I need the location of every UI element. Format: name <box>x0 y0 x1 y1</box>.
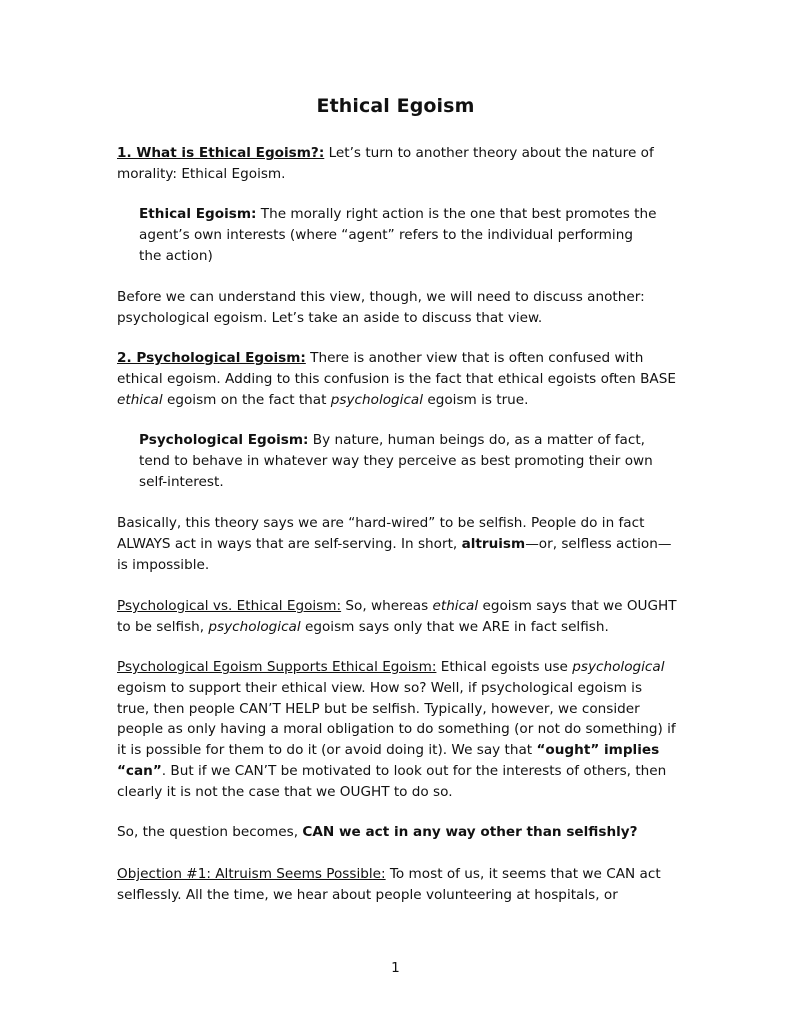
objection-paragraph <box>117 864 677 906</box>
section-1-paragraph <box>117 143 677 185</box>
question-paragraph <box>117 822 677 843</box>
ought-implies-can: “ought” implies “can” <box>117 742 660 779</box>
psychological-egoism-term: Psychological Egoism: <box>139 432 309 448</box>
supports-text-3: . But if we CAN’T be motivated to look out for the interests of others, then clearly it is not the case that we OUGHT to do so. <box>117 762 667 800</box>
objection-text: To most of us, it seems that we CAN act selflessly. All the time, we hear about people volunteering at hospitals, or <box>117 866 661 903</box>
section-2-emphasis-1: ethical <box>117 391 163 408</box>
basically-paragraph <box>117 513 677 575</box>
objection-heading: Objection #1: Altruism Seems Possible: <box>117 866 386 882</box>
section-2-text-2: egoism on the fact that <box>162 391 331 408</box>
vs-text-1: So, whereas <box>341 598 433 614</box>
section-2-text-1: There is another view that is often confused with ethical egoism. Adding to this confusion is the fact that ethical egoists often BASE <box>117 350 676 387</box>
supports-emphasis: psychological <box>572 659 665 675</box>
question-text: So, the question becomes, <box>117 824 303 840</box>
section-2-heading: 2. Psychological Egoism: <box>117 350 306 366</box>
section-1-text: Let’s turn to another theory about the nature of morality: Ethical Egoism. <box>117 145 654 182</box>
basically-text-1: Basically, this theory says we are “hard-wired” to be selfish. People do in fact ALWAYS act in ways that are self-serving. In short, <box>117 515 645 552</box>
aside-paragraph: Before we can understand this view, though, we will need to discuss another: psychological egoism. Let’s take an aside to discuss that view. <box>117 289 645 326</box>
vs-emphasis-2: psychological <box>208 618 301 635</box>
vs-text-2: egoism says that we OUGHT to be selfish, <box>117 598 677 635</box>
ethical-egoism-definition <box>139 204 659 266</box>
page-number: 1 <box>391 960 400 976</box>
supports-text-1: Ethical egoists use <box>436 659 573 675</box>
section-2-emphasis-2: psychological <box>330 391 424 408</box>
vs-text-3: egoism says only that we ARE in fact selfish. <box>300 618 609 635</box>
supports-text-2: egoism to support their ethical view. How so? Well, if psychological egoism is true, then people CAN’T HELP but be selfish. Typically, however, we consider people as only having a moral obligation to do something (or not do something) if it is possible for them to do it (or avoid doing it). We say that <box>117 679 676 759</box>
section-2-paragraph <box>117 348 677 410</box>
psychological-egoism-definition-text: By nature, human beings do, as a matter of fact, tend to behave in whatever way they perceive as best promoting their own self-interest. <box>139 432 653 490</box>
vs-paragraph <box>117 596 677 638</box>
vs-emphasis-1: ethical <box>432 598 479 614</box>
question-bold: CAN we act in any way other than selfishly? <box>302 824 638 840</box>
section-2-text-3: egoism is true. <box>423 391 529 408</box>
section-1-heading: 1. What is Ethical Egoism?: <box>117 145 325 161</box>
ethical-egoism-definition-text: The morally right action is the one that best promotes the agent’s own interests (where “agent” refers to the individual performing the action) <box>139 206 657 264</box>
altruism-term: altruism <box>461 535 526 552</box>
vs-heading: Psychological vs. Ethical Egoism: <box>117 598 342 614</box>
document-title: Ethical Egoism <box>316 95 475 117</box>
psychological-egoism-definition <box>139 430 659 492</box>
supports-heading: Psychological Egoism Supports Ethical Egoism: <box>117 659 437 675</box>
ethical-egoism-term: Ethical Egoism: <box>139 206 257 222</box>
basically-text-2: —or, selfless action—is impossible. <box>117 535 672 573</box>
supports-paragraph <box>117 657 677 803</box>
